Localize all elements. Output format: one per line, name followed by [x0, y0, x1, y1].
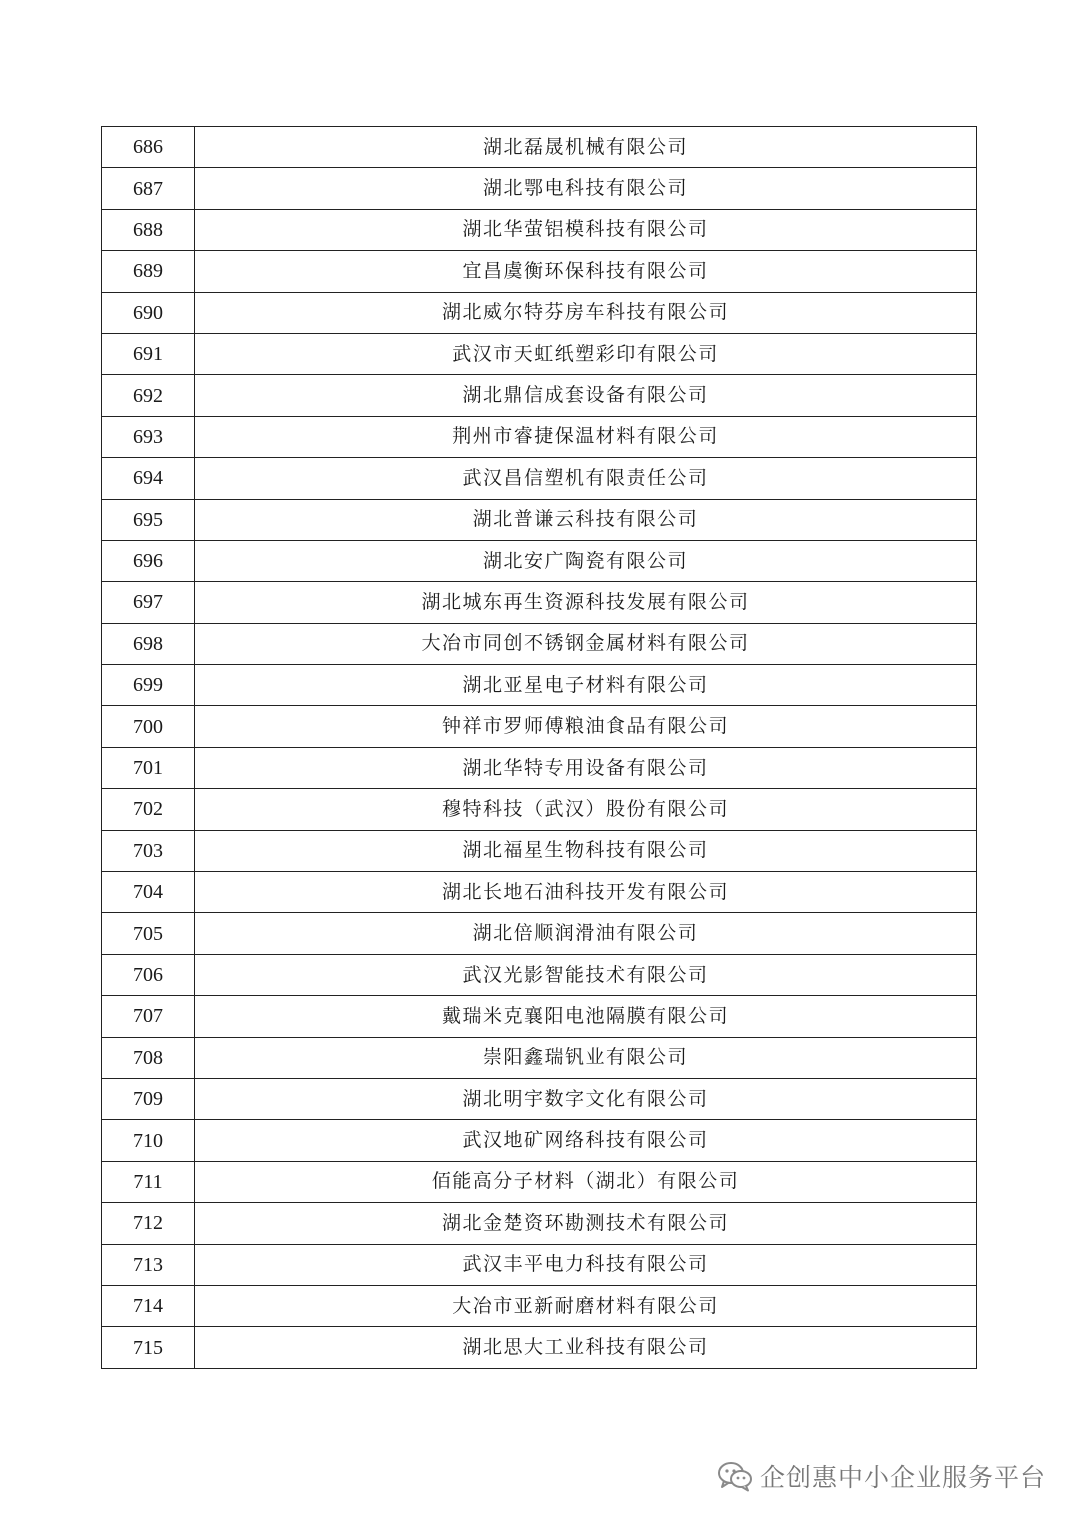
table-row: [102, 1078, 977, 1119]
company-name: 湖北鄂电科技有限公司: [195, 168, 977, 209]
row-number: 705: [102, 913, 195, 954]
row-number: 703: [102, 830, 195, 871]
wechat-icon: [716, 1460, 754, 1492]
company-name: 湖北倍顺润滑油有限公司: [195, 913, 977, 954]
company-name: 戴瑞米克襄阳电池隔膜有限公司: [195, 996, 977, 1037]
company-name: 湖北福星生物科技有限公司: [195, 830, 977, 871]
table-row: [102, 706, 977, 747]
company-name: 湖北思大工业科技有限公司: [195, 1327, 977, 1368]
row-number: 714: [102, 1285, 195, 1326]
table-row: [102, 913, 977, 954]
table-row: [102, 333, 977, 374]
table-row: [102, 1244, 977, 1285]
company-name: 武汉市天虹纸塑彩印有限公司: [195, 333, 977, 374]
table-row: [102, 830, 977, 871]
row-number: 712: [102, 1203, 195, 1244]
row-number: 689: [102, 251, 195, 292]
table-row: [102, 1285, 977, 1326]
row-number: 707: [102, 996, 195, 1037]
company-name: 湖北华萤铝模科技有限公司: [195, 209, 977, 250]
table-row: [102, 458, 977, 499]
company-name: 湖北华特专用设备有限公司: [195, 747, 977, 788]
company-name: 大冶市同创不锈钢金属材料有限公司: [195, 623, 977, 664]
table-row: [102, 292, 977, 333]
table-row: [102, 954, 977, 995]
table-row: [102, 665, 977, 706]
watermark: [716, 1458, 1046, 1494]
company-name: 钟祥市罗师傅粮油食品有限公司: [195, 706, 977, 747]
table-row: [102, 582, 977, 623]
row-number: 713: [102, 1244, 195, 1285]
row-number: 691: [102, 333, 195, 374]
table-row: [102, 747, 977, 788]
row-number: 694: [102, 458, 195, 499]
row-number: 708: [102, 1037, 195, 1078]
table-row: [102, 1120, 977, 1161]
table-row: [102, 127, 977, 168]
table-row: [102, 540, 977, 581]
table-row: [102, 996, 977, 1037]
company-name: 武汉昌信塑机有限责任公司: [195, 458, 977, 499]
table-row: [102, 416, 977, 457]
company-name: 崇阳鑫瑞钒业有限公司: [195, 1037, 977, 1078]
table-row: [102, 1037, 977, 1078]
row-number: 695: [102, 499, 195, 540]
row-number: 687: [102, 168, 195, 209]
company-name: 湖北鼎信成套设备有限公司: [195, 375, 977, 416]
company-name: 武汉光影智能技术有限公司: [195, 954, 977, 995]
row-number: 701: [102, 747, 195, 788]
row-number: 706: [102, 954, 195, 995]
table-row: [102, 872, 977, 913]
watermark-text: 企创惠中小企业服务平台: [759, 1463, 1046, 1492]
company-name: 湖北安广陶瓷有限公司: [195, 540, 977, 581]
company-name: 穆特科技（武汉）股份有限公司: [195, 789, 977, 830]
company-name: 湖北长地石油科技开发有限公司: [195, 872, 977, 913]
row-number: 704: [102, 872, 195, 913]
row-number: 688: [102, 209, 195, 250]
company-list-table: [101, 126, 977, 1369]
company-name: 湖北普谦云科技有限公司: [195, 499, 977, 540]
row-number: 696: [102, 540, 195, 581]
table-row: [102, 789, 977, 830]
row-number: 700: [102, 706, 195, 747]
row-number: 710: [102, 1120, 195, 1161]
row-number: 702: [102, 789, 195, 830]
row-number: 692: [102, 375, 195, 416]
company-name: 宜昌虞衡环保科技有限公司: [195, 251, 977, 292]
table-row: [102, 168, 977, 209]
row-number: 690: [102, 292, 195, 333]
row-number: 711: [102, 1161, 195, 1202]
company-name: 湖北亚星电子材料有限公司: [195, 665, 977, 706]
table-row: [102, 209, 977, 250]
company-name: 武汉地矿网络科技有限公司: [195, 1120, 977, 1161]
table-row: [102, 1203, 977, 1244]
table-row: [102, 1161, 977, 1202]
company-name: 湖北金楚资环勘测技术有限公司: [195, 1203, 977, 1244]
table-row: [102, 1327, 977, 1368]
company-name: 荆州市睿捷保温材料有限公司: [195, 416, 977, 457]
table-row: [102, 251, 977, 292]
table-row: [102, 375, 977, 416]
company-name: 湖北威尔特芬房车科技有限公司: [195, 292, 977, 333]
company-name: 湖北明宇数字文化有限公司: [195, 1078, 977, 1119]
row-number: 693: [102, 416, 195, 457]
table-row: [102, 623, 977, 664]
row-number: 715: [102, 1327, 195, 1368]
company-name: 武汉丰平电力科技有限公司: [195, 1244, 977, 1285]
row-number: 698: [102, 623, 195, 664]
row-number: 686: [102, 127, 195, 168]
company-name: 湖北磊晟机械有限公司: [195, 127, 977, 168]
company-name: 佰能高分子材料（湖北）有限公司: [195, 1161, 977, 1202]
table-row: [102, 499, 977, 540]
table-body: [102, 127, 977, 1369]
row-number: 699: [102, 665, 195, 706]
row-number: 709: [102, 1078, 195, 1119]
company-name: 湖北城东再生资源科技发展有限公司: [195, 582, 977, 623]
company-name: 大冶市亚新耐磨材料有限公司: [195, 1285, 977, 1326]
row-number: 697: [102, 582, 195, 623]
